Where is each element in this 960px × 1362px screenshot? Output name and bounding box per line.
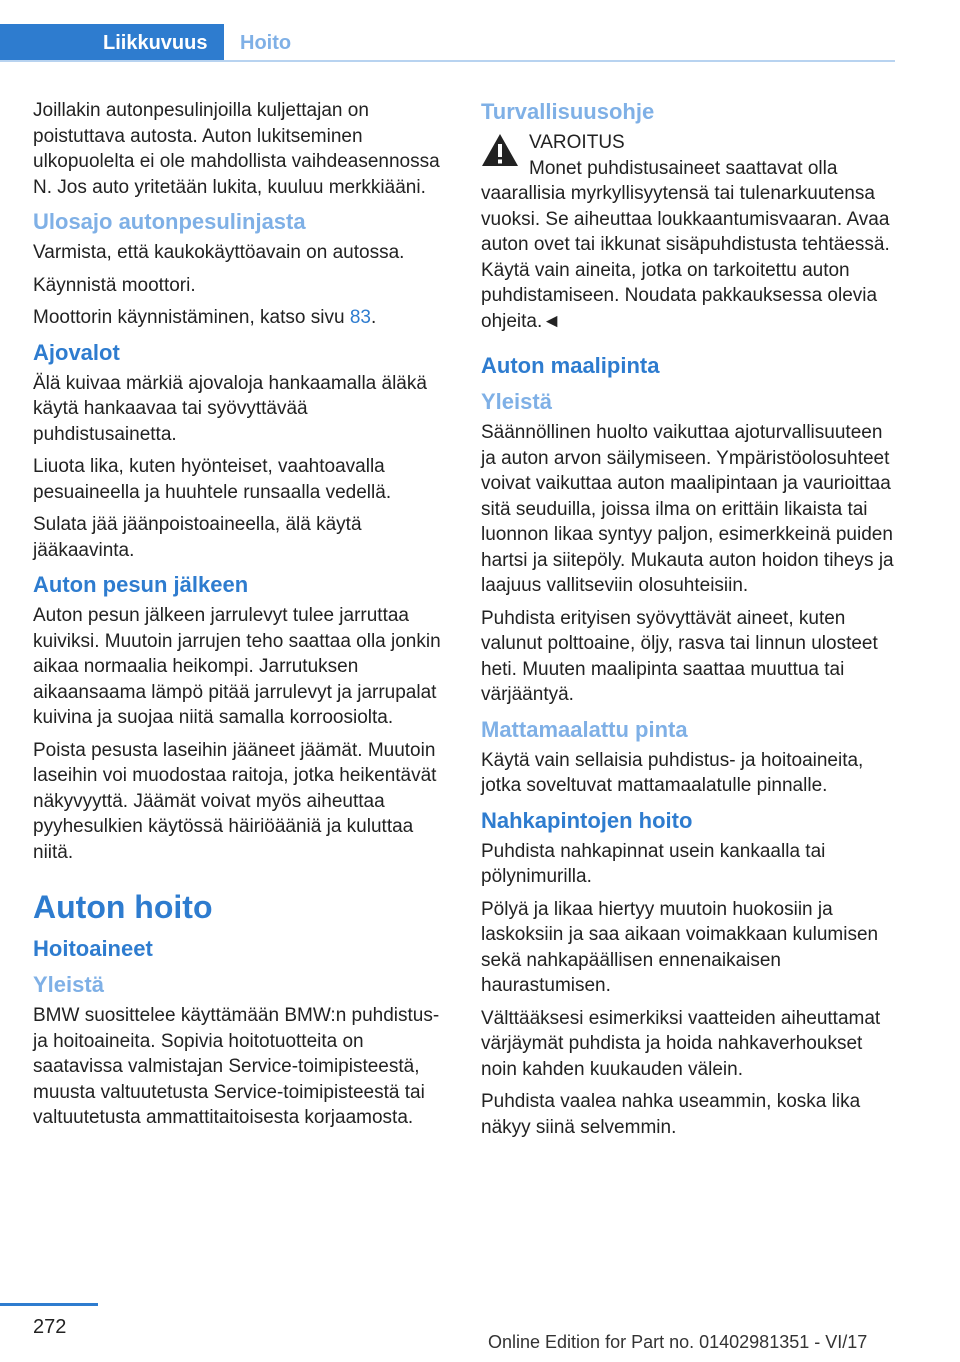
footer-divider [0, 1303, 98, 1306]
after-wash-paragraph-1: Auton pesun jälkeen jarrulevyt tulee jarruttaa kuiviksi. Muutoin jarrujen teho saattaa olla jonkin aikaa normaalia heikompi. Jarrutuksen aikaansaama lämpö pitää jarrulevyt ja jarrupalat kuivina ja suojaa niitä samalla korroosiolta. [33, 605, 441, 728]
paint-heading: Auton maalipinta [481, 353, 660, 378]
headlights-paragraph-2: Liuota lika, kuten hyönteiset, vaahtoavalla pesuaineella ja huuhtele runsaalla vedellä. [33, 456, 392, 503]
paint-general-heading: Yleistä [481, 389, 552, 414]
leather-paragraph-2: Pölyä ja likaa hiertyy muutoin huokosiin ja laskoksiin ja saa aikaan voimakkaan kulumisen sekä nahkapäällisen ennenaikaisen haurastumisen. [481, 898, 879, 996]
leather-paragraph-1: Puhdista nahkapinnat usein kankaalla tai pölynimurilla. [481, 840, 826, 887]
matte-heading: Mattamaalattu pinta [481, 716, 688, 742]
page-83-link[interactable]: 83 [349, 307, 371, 328]
exit-paragraph-1: Varmista, että kaukokäyttöavain on autossa. [33, 242, 405, 263]
exit-paragraph-3-end: . [370, 307, 377, 328]
car-care-title: Auton hoito [33, 889, 213, 925]
matte-paragraph: Käytä vain sellaisia puhdistus- ja hoitoaineita, jotka soveltuvat mattamaalatulle pinnalle. [481, 749, 864, 796]
page-number: 272 [33, 1316, 67, 1338]
warning-block [481, 130, 895, 156]
tab-hoito[interactable]: Hoito [240, 32, 292, 54]
left-column [33, 98, 453, 1138]
right-column [481, 98, 895, 1147]
warning-label: VAROITUS [529, 132, 625, 153]
warning-text: Monet puhdistusaineet saattavat olla vaarallisia myrkyllisyytensä tai tulenarkuutensa vuoksi. Se aiheuttaa loukkaantumisvaaran. Avaa auton ovet tai ikkunat sisäpuhdistusta tehtäessä. Käytä vain aineita, jotka on tarkoitettu auton puhdistamiseen. Noudata pakkauksessa olevia ohjeita.◄ [481, 157, 890, 332]
exit-heading: Ulosajo autonpesulinjasta [33, 209, 306, 234]
after-wash-paragraph-2: Poista pesusta laseihin jääneet jäämät. Muutoin laseihin voi muodostaa raitoja, jotka heikentävät näkyvyyttä. Jäämät voivat myös aiheuttaa pyyhesulkien käytössä häiriöääniä ja kuluttaa niitä. [33, 739, 437, 863]
headlights-heading: Ajovalot [33, 339, 120, 365]
care-general-paragraph: BMW suosittelee käyttämään BMW:n puhdistus- ja hoitoaineita. Sopivia hoitotuotteita on saatavissa valmistajan Service-toimipisteestä, muusta valtuutetusta Service-toimipisteestä tai valtuutetusta ammattitaitoisesta korjaamosta. [33, 1005, 440, 1128]
tab-liikkuvuus[interactable]: Liikkuvuus [0, 24, 224, 62]
exit-paragraph-3-text: Moottorin käynnistäminen, katso sivu [33, 307, 350, 328]
headlights-paragraph-1: Älä kuivaa märkiä ajovaloja hankaamalla äläkä käytä hankaavaa tai syövyttävää puhdistusainetta. [33, 372, 427, 445]
exit-paragraph-3 [33, 305, 453, 331]
page-header [0, 0, 895, 62]
after-wash-heading: Auton pesun jälkeen [33, 572, 249, 597]
warning-triangle-icon [481, 133, 519, 167]
leather-paragraph-3: Välttääksesi esimerkiksi vaatteiden aiheuttamat värjäymät puhdista ja hoida nahkaverhoukset noin kahden kuukauden välein. [481, 1007, 881, 1080]
paint-paragraph-1: Säännöllinen huolto vaikuttaa ajoturvallisuuteen ja auton arvon säilymiseen. Ympäristöolosuhteet voivat vaikuttaa auton maalipintaan ja vaurioittaa sitä seuduilla, joissa ilma on erittäin likaista tai luonnon likaa syntyy paljon, esimerkkeinä puiden hartsi ja siitepöly. Mukauta auton hoidon tiheys ja laajuus vallitseviin olosuhteisiin. [481, 422, 894, 596]
edition-text: Online Edition for Part no. 01402981351 - VI/17 [488, 1332, 868, 1352]
intro-paragraph: Joillakin autonpesulinjoilla kuljettajan on poistuttava autosta. Auton lukitseminen ulkopuolelta ei ole mahdollista vaihdeasennossa N. Jos auto yritetään lukita, kuuluu merkkiääni. [33, 100, 440, 198]
paint-paragraph-2: Puhdista erityisen syövyttävät aineet, kuten valunut polttoaine, öljy, rasva tai linnun ulosteet heti. Muuten maalipinta saattaa muuttua tai värjääntyä. [481, 607, 878, 705]
leather-paragraph-4: Puhdista vaalea nahka useammin, koska lika näkyy siinä selvemmin. [481, 1091, 861, 1138]
care-products-heading: Hoitoaineet [33, 936, 153, 961]
care-general-heading: Yleistä [33, 972, 104, 997]
leather-heading: Nahkapintojen hoito [481, 807, 693, 833]
exit-paragraph-2: Käynnistä moottori. [33, 274, 196, 296]
safety-heading: Turvallisuusohje [481, 99, 655, 124]
headlights-paragraph-3: Sulata jää jäänpoistoaineella, älä käytä jääkaavinta. [33, 514, 362, 561]
header-divider [0, 60, 895, 62]
